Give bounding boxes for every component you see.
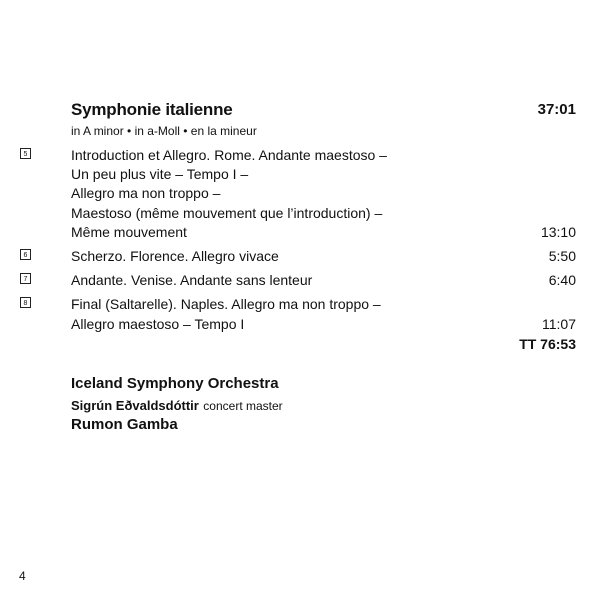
track-number-box: 6	[20, 249, 31, 260]
track-duration: 11:07	[542, 316, 576, 332]
track-duration: 5:50	[548, 248, 576, 264]
track-title-line: Un peu plus vite – Tempo I –	[71, 166, 249, 182]
track-number-box: 5	[20, 148, 31, 159]
work-key-line: in A minor • in a-Moll • en la mineur	[71, 124, 257, 138]
track-number-box: 8	[20, 297, 31, 308]
track-title-line: Andante. Venise. Andante sans lenteur	[71, 272, 313, 288]
track-title-line: Même mouvement	[71, 224, 187, 240]
track-title-line: Scherzo. Florence. Allegro vivace	[71, 248, 279, 264]
track-title-line: Maestoso (même mouvement que l’introduction) –	[71, 205, 383, 221]
track-number-box: 7	[20, 273, 31, 284]
page-number: 4	[19, 569, 26, 583]
work-title: Symphonie italienne	[71, 100, 233, 119]
track-title-line: Allegro ma non troppo –	[71, 185, 221, 201]
conductor-name: Rumon Gamba	[71, 416, 178, 433]
track-duration: 13:10	[540, 224, 576, 240]
orchestra-name: Iceland Symphony Orchestra	[71, 375, 279, 392]
track-title-line: Final (Saltarelle). Naples. Allegro ma non troppo –	[71, 296, 381, 312]
concertmaster-role: concert master	[203, 399, 283, 413]
track-title-line: Allegro maestoso – Tempo I	[71, 316, 245, 332]
concertmaster-credit	[71, 397, 283, 415]
track-title-line: Introduction et Allegro. Rome. Andante maestoso –	[71, 147, 387, 163]
total-time: TT 76:53	[519, 336, 576, 352]
concertmaster-name: Sigrún Eðvaldsdóttir	[71, 398, 199, 413]
work-duration: 37:01	[537, 101, 576, 118]
track-duration: 6:40	[548, 272, 576, 288]
